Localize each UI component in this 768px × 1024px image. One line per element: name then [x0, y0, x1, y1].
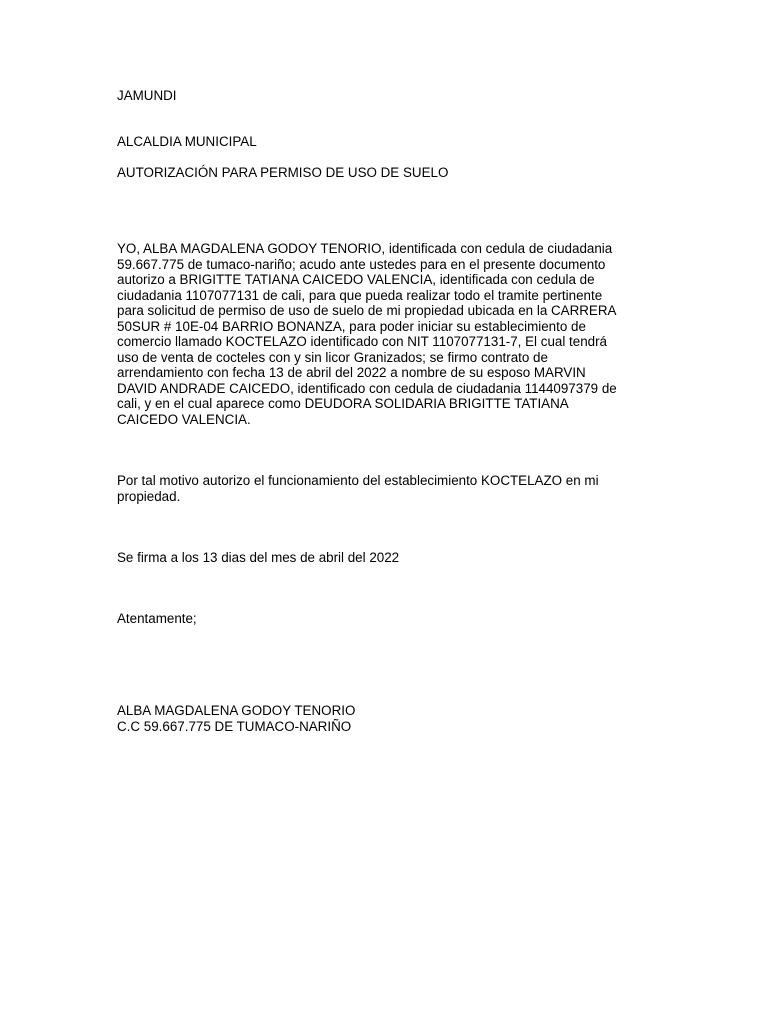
paragraph-line: autorizo a BRIGITTE TATIANA CAICEDO VALENCIA, identificada con cedula de: [117, 272, 595, 287]
paragraph-line: propiedad.: [117, 488, 181, 504]
body-paragraph-2: [117, 473, 657, 504]
paragraph-line: uso de venta de cocteles con y sin licor Granizados; se firmo contrato de: [117, 349, 548, 365]
paragraph-line: 50SUR # 10E-04 BARRIO BONANZA, para poder iniciar su establecimiento de: [117, 318, 586, 334]
paragraph-line: CAICEDO VALENCIA.: [117, 411, 251, 427]
paragraph-line: 59.667.775 de tumaco-nariño; acudo ante ustedes para en el presente documento: [117, 256, 606, 272]
recipient-heading: ALCALDIA MUNICIPAL: [117, 134, 257, 149]
paragraph-line: arrendamiento con fecha 13 de abril del 2022 a nombre de su esposo MARVIN: [117, 365, 586, 380]
city-heading: JAMUNDI: [117, 88, 177, 103]
signer-id: C.C 59.667.775 DE TUMACO-NARIÑO: [117, 719, 352, 734]
date-line: Se firma a los 13 dias del mes de abril del 2022: [117, 550, 400, 565]
paragraph-line: para solicitud de permiso de uso de suelo de mi propiedad ubicada en la CARRERA: [117, 303, 617, 318]
paragraph-line: Por tal motivo autorizo el funcionamiento del establecimiento KOCTELAZO en mi: [117, 473, 599, 488]
paragraph-line: cali, y en el cual aparece como DEUDORA SOLIDARIA BRIGITTE TATIANA: [117, 396, 569, 411]
paragraph-line: ciudadania 1107077131 de cali, para que pueda realizar todo el tramite pertinente: [117, 287, 603, 303]
subject-heading: AUTORIZACIÓN PARA PERMISO DE USO DE SUELO: [117, 165, 449, 180]
paragraph-line: DAVID ANDRADE CAICEDO, identificado con cedula de ciudadania 1144097379 de: [117, 380, 617, 396]
paragraph-line: comercio llamado KOCTELAZO identificado con NIT 1107077131-7, El cual tendrá: [117, 334, 608, 349]
paragraph-line: YO, ALBA MAGDALENA GODOY TENORIO, identificada con cedula de ciudadania: [117, 241, 613, 256]
closing-line: Atentamente;: [117, 611, 197, 626]
body-paragraph-1: [117, 241, 657, 427]
signer-name: ALBA MAGDALENA GODOY TENORIO: [117, 703, 356, 718]
